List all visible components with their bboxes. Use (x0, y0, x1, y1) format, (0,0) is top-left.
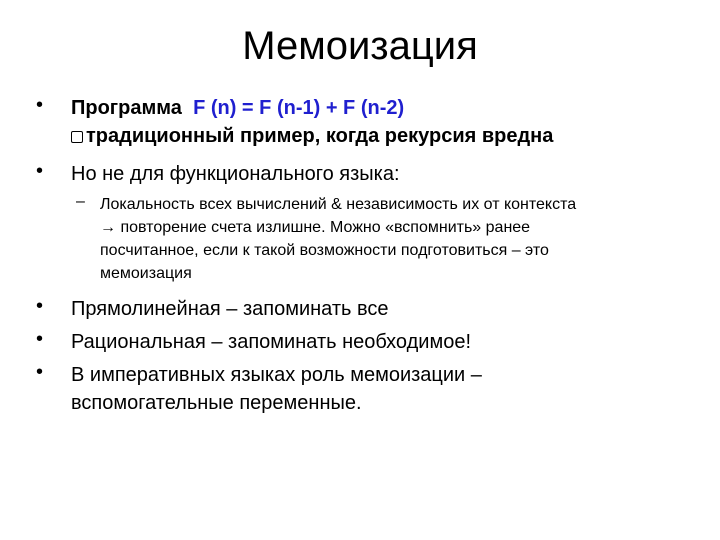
bullet-line (71, 122, 711, 150)
bullet-line (71, 94, 711, 122)
checkbox-square-icon (71, 131, 83, 143)
bullet-sub-line: традиционный пример, когда рекурсия вредна (86, 125, 554, 147)
bullet-text: Рациональная – запоминать необходимое! (71, 331, 472, 353)
bullet-text (71, 94, 711, 150)
bullet-line: вспомогательные переменные. (71, 392, 362, 414)
bullet-marker: • (36, 160, 44, 182)
sub-line-text: повторение счета излишне. Можно «вспомнить» ранее (120, 219, 531, 236)
slide-title: Мемоизация (242, 24, 478, 68)
bullet-text: Прямолинейная – запоминать все (71, 298, 389, 320)
sub-line (100, 216, 700, 239)
bullet-marker: • (36, 295, 44, 317)
sub-line: Локальность всех вычислений & независимость их от контекста (100, 196, 577, 213)
sub-line: посчитанное, если к такой возможности подготовиться – это (100, 242, 549, 259)
sub-line: мемоизация (100, 265, 192, 282)
bullet-marker: • (36, 361, 44, 383)
bullet-marker: • (36, 328, 44, 350)
arrow-right-icon: → (100, 219, 116, 236)
fibonacci-formula: F (n) = F (n-1) + F (n-2) (193, 97, 405, 119)
bullet-marker: • (36, 94, 44, 116)
bullet-lead: Программа (71, 97, 182, 119)
dash-marker: – (76, 193, 85, 210)
bullet-text (71, 361, 711, 417)
sub-bullet-text (100, 193, 700, 285)
bullet-text: Но не для функционального языка: (71, 163, 400, 185)
bullet-line: В императивных языках роль мемоизации – (71, 364, 482, 386)
